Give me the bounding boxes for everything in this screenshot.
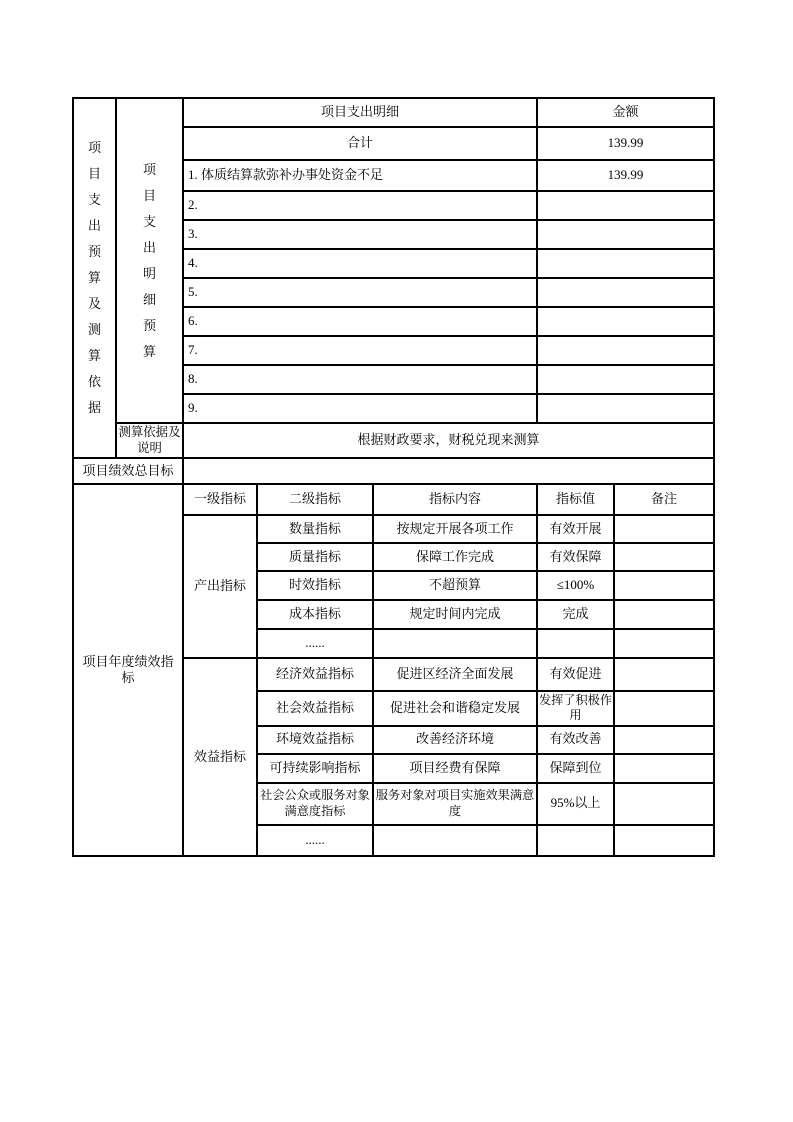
indicator-content-cell: 按规定开展各项工作 [373, 515, 537, 543]
detail-side-label: 项目支出明细预算 [142, 161, 156, 359]
indicator-level2-cell: 质量指标 [257, 543, 373, 571]
indicator-remark-cell [614, 783, 714, 825]
indicator-value-cell: 有效保障 [537, 543, 614, 571]
indicator-content-cell: 保障工作完成 [373, 543, 537, 571]
header-level1-cell: 一级指标 [183, 484, 257, 515]
header-value-cell: 指标值 [537, 484, 614, 515]
detail-row-label: 2. [183, 191, 537, 220]
header-level2-cell: 二级指标 [257, 484, 373, 515]
detail-row-amount: 139.99 [537, 160, 714, 191]
indicator-content-cell: 促进社会和谐稳定发展 [373, 691, 537, 726]
indicator-content-cell: 改善经济环境 [373, 726, 537, 754]
indicator-content-cell: 规定时间内完成 [373, 600, 537, 629]
detail-row-label: 1. 体质结算款弥补办事处资金不足 [183, 160, 537, 191]
header-remark-cell: 备注 [614, 484, 714, 515]
indicator-level2-cell: ...... [257, 825, 373, 856]
indicator-content-cell: 促进区经济全面发展 [373, 658, 537, 691]
indicator-content-cell: 不超预算 [373, 571, 537, 600]
indicator-value-cell: 有效开展 [537, 515, 614, 543]
indicator-content-cell: 项目经费有保障 [373, 754, 537, 783]
indicator-value-cell: 完成 [537, 600, 614, 629]
output-group-label-cell: 产出指标 [183, 515, 257, 658]
detail-row-amount [537, 249, 714, 278]
indicator-level2-cell: 社会公众或服务对象满意度指标 [257, 783, 373, 825]
indicator-level2-cell: 数量指标 [257, 515, 373, 543]
indicator-remark-cell [614, 571, 714, 600]
indicator-value-cell: 发挥了积极作用 [537, 691, 614, 726]
detail-row-amount [537, 220, 714, 249]
indicator-remark-cell [614, 600, 714, 629]
basis-label-cell: 测算依据及说明 [116, 423, 183, 458]
detail-row-label: 7. [183, 336, 537, 365]
indicator-remark-cell [614, 515, 714, 543]
indicator-level2-cell: 可持续影响指标 [257, 754, 373, 783]
indicator-level2-cell: ...... [257, 629, 373, 658]
indicator-remark-cell [614, 825, 714, 856]
indicator-remark-cell [614, 543, 714, 571]
indicator-value-cell: 有效改善 [537, 726, 614, 754]
indicator-value-cell: 保障到位 [537, 754, 614, 783]
detail-row-label: 6. [183, 307, 537, 336]
detail-row-amount [537, 191, 714, 220]
detail-row-amount [537, 394, 714, 423]
indicator-value-cell [537, 825, 614, 856]
basis-content-cell: 根据财政要求，财税兑现来测算 [183, 423, 714, 458]
indicator-level2-cell: 成本指标 [257, 600, 373, 629]
detail-row-label: 8. [183, 365, 537, 394]
detail-row-label: 5. [183, 278, 537, 307]
detail-row-label: 9. [183, 394, 537, 423]
detail-row-amount [537, 365, 714, 394]
expenditure-side-label-cell [73, 98, 116, 458]
indicator-level2-cell: 社会效益指标 [257, 691, 373, 726]
annual-side-label-cell: 项目年度绩效指标 [73, 484, 183, 856]
indicator-content-cell [373, 825, 537, 856]
indicator-remark-cell [614, 691, 714, 726]
indicator-content-cell: 服务对象对项目实施效果满意度 [373, 783, 537, 825]
header-content-cell: 指标内容 [373, 484, 537, 515]
expenditure-side-label: 项目支出预算及测算依据 [87, 140, 101, 415]
goal-label-cell: 项目绩效总目标 [73, 458, 183, 484]
indicator-content-cell [373, 629, 537, 658]
indicator-remark-cell [614, 726, 714, 754]
detail-header-cell: 项目支出明细 [183, 98, 537, 127]
detail-side-label-cell [116, 98, 183, 423]
budget-performance-table [72, 97, 715, 857]
detail-row-label: 4. [183, 249, 537, 278]
indicator-value-cell [537, 629, 614, 658]
indicator-remark-cell [614, 629, 714, 658]
benefit-group-label-cell: 效益指标 [183, 658, 257, 856]
total-label-cell: 合计 [183, 127, 537, 160]
indicator-level2-cell: 时效指标 [257, 571, 373, 600]
detail-row-label: 3. [183, 220, 537, 249]
indicator-level2-cell: 环境效益指标 [257, 726, 373, 754]
amount-header-cell: 金额 [537, 98, 714, 127]
goal-content-cell [183, 458, 714, 484]
detail-row-amount [537, 336, 714, 365]
indicator-value-cell: ≤100% [537, 571, 614, 600]
indicator-value-cell: 95%以上 [537, 783, 614, 825]
detail-row-amount [537, 307, 714, 336]
indicator-value-cell: 有效促进 [537, 658, 614, 691]
detail-row-amount [537, 278, 714, 307]
total-amount-cell: 139.99 [537, 127, 714, 160]
indicator-level2-cell: 经济效益指标 [257, 658, 373, 691]
indicator-remark-cell [614, 754, 714, 783]
indicator-remark-cell [614, 658, 714, 691]
